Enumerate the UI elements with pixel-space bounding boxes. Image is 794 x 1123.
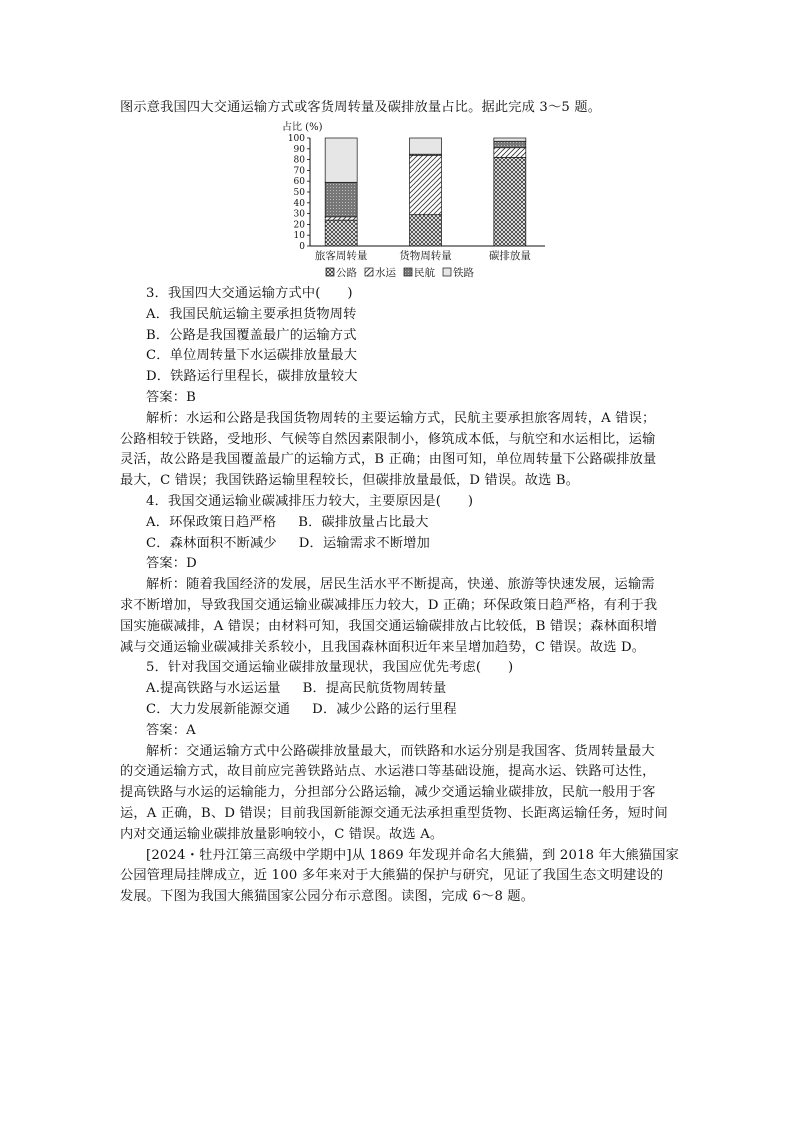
option-row bbox=[146, 700, 716, 721]
x-category-label: 碳排放量 bbox=[488, 250, 531, 262]
y-tick-label: 20 bbox=[293, 220, 305, 231]
y-tick-label: 50 bbox=[293, 188, 305, 198]
analysis-line: 公路相较于铁路，受地形、气候等自然因素限制小，修筑成本低，与航空和水运相比，运输 bbox=[120, 431, 656, 447]
stacked-bar-chart bbox=[270, 118, 550, 282]
analysis-line: 灵活，故公路是我国覆盖最广的运输方式，B 正确；由图可知，单位周转量下公路碳排放量 bbox=[120, 452, 657, 468]
material-line: 公园管理局挂牌成立，近 100 多年来对于大熊猫的保护与研究，见证了我国生态文明建设的 bbox=[120, 868, 664, 884]
question-stem: 4．我国交通运输业碳减排压力较大，主要原因是( ) bbox=[146, 494, 474, 509]
analysis-line: 解析：交通运输方式中公路碳排放量最大，而铁路和水运分别是我国客、货周转量最大 bbox=[146, 743, 655, 759]
legend-swatch bbox=[404, 268, 412, 276]
legend-label: 公路 bbox=[336, 267, 357, 279]
y-tick-label: 60 bbox=[293, 177, 305, 188]
y-tick-label: 80 bbox=[293, 155, 305, 166]
option: A.提高铁路与水运运量 bbox=[146, 681, 281, 697]
intro-text: 图示意我国四大交通运输方式或客货周转量及碳排放量占比。据此完成 3～5 题。 bbox=[120, 100, 602, 115]
analysis-line: 解析：随着我国经济的发展，居民生活水平不断提高，快递、旅游等快速发展，运输需 bbox=[146, 577, 655, 593]
analysis-line: 的交通运输方式，故目前应完善铁路站点、水运港口等基础设施，提高水运、铁路可达性， bbox=[120, 764, 656, 780]
y-tick-label: 10 bbox=[293, 231, 305, 242]
option: B．提高民航货物周转量 bbox=[302, 681, 447, 697]
option: C．单位周转量下水运碳排放量最大 bbox=[146, 348, 358, 364]
option: C．森林面积不断减少 bbox=[146, 535, 277, 551]
bar-segment-公路 bbox=[410, 215, 442, 246]
legend-label: 民航 bbox=[414, 267, 435, 279]
option-row bbox=[146, 513, 716, 534]
analysis-line: 求不断增加，导致我国交通运输业碳减排压力较大，D 正确；环保政策日趋严格，有利于我 bbox=[120, 598, 658, 613]
y-tick-label: 70 bbox=[293, 166, 305, 177]
material-line: [2024・牡丹江第三高级中学期中]从 1869 年发现并命名大熊猫，到 2018 年大熊猫国家 bbox=[146, 847, 679, 863]
option: D．减少公路的运行里程 bbox=[312, 702, 457, 717]
bar-segment-公路 bbox=[325, 220, 357, 246]
bar-segment-水运 bbox=[410, 155, 442, 214]
analysis-line: 最大，C 错误；我国铁路运输里程较长，但碳排放量最低，D 错误。故选 B。 bbox=[120, 473, 580, 489]
analysis-line: 运，A 正确，B、D 错误；目前我国新能源交通无法承担重型货物、长距离运输任务，短时间 bbox=[120, 806, 668, 821]
bar-segment-水运 bbox=[325, 217, 357, 220]
question-stem: 5．针对我国交通运输业碳排放量现状，我国应优先考虑( ) bbox=[146, 660, 514, 676]
option: D．运输需求不断增加 bbox=[298, 535, 431, 551]
option: B．公路是我国覆盖最广的运输方式 bbox=[146, 327, 357, 343]
bar-segment-水运 bbox=[494, 148, 526, 158]
option-row bbox=[146, 534, 716, 555]
y-tick-label: 30 bbox=[293, 209, 305, 220]
x-category-label: 货物周转量 bbox=[399, 250, 452, 262]
option: B．碳排放量占比最大 bbox=[298, 514, 429, 530]
legend-label: 铁路 bbox=[453, 267, 474, 279]
legend-swatch bbox=[443, 268, 451, 276]
legend-swatch bbox=[365, 268, 373, 276]
analysis-line: 提高铁路与水运的运输能力，分担部分公路运输，减少交通运输业碳排放，民航一般用于客 bbox=[120, 785, 656, 801]
question-stem: 3．我国四大交通运输方式中( ) bbox=[146, 286, 353, 301]
bar-segment-铁路 bbox=[325, 138, 357, 182]
y-tick-label: 90 bbox=[293, 144, 305, 155]
answer-text: 答案：B bbox=[146, 390, 197, 405]
bar-segment-铁路 bbox=[494, 138, 526, 141]
bar-segment-公路 bbox=[494, 157, 526, 246]
analysis-line: 解析：水运和公路是我国货物周转的主要运输方式，民航主要承担旅客周转，A 错误； bbox=[146, 410, 656, 426]
y-tick-label: 40 bbox=[293, 198, 305, 209]
option: A．我国民航运输主要承担货物周转 bbox=[146, 306, 357, 322]
answer-text: 答案：A bbox=[146, 722, 196, 738]
bar-segment-铁路 bbox=[410, 138, 442, 154]
y-axis-label: 占比 (%) bbox=[282, 122, 323, 133]
analysis-line: 内对交通运输业碳排放量影响较小，C 错误。故选 A。 bbox=[120, 826, 444, 842]
analysis-line: 国实施碳减排，A 错误；由材料可知，我国交通运输碳排放占比较低，B 错误；森林面积增 bbox=[120, 618, 658, 634]
bar-segment-民航 bbox=[325, 182, 357, 217]
bar-segment-民航 bbox=[494, 141, 526, 147]
y-tick-label: 100 bbox=[287, 134, 305, 144]
option: C．大力发展新能源交通 bbox=[146, 702, 291, 717]
x-category-label: 旅客周转量 bbox=[314, 250, 368, 262]
answer-text: 答案：D bbox=[146, 556, 197, 572]
legend-label: 水运 bbox=[375, 267, 396, 279]
y-tick-label: 0 bbox=[299, 242, 305, 252]
analysis-line: 减与交通运输业碳减排关系较小，且我国森林面积近年来呈增加趋势，C 错误。故选 D。 bbox=[120, 639, 646, 655]
option-row bbox=[146, 679, 716, 700]
option: A．环保政策日趋严格 bbox=[146, 514, 277, 530]
material-line: 发展。下图为我国大熊猫国家公园分布示意图。读图，完成 6～8 题。 bbox=[120, 889, 535, 905]
legend-swatch bbox=[326, 268, 334, 276]
option: D．铁路运行里程长，碳排放量较大 bbox=[146, 369, 358, 385]
